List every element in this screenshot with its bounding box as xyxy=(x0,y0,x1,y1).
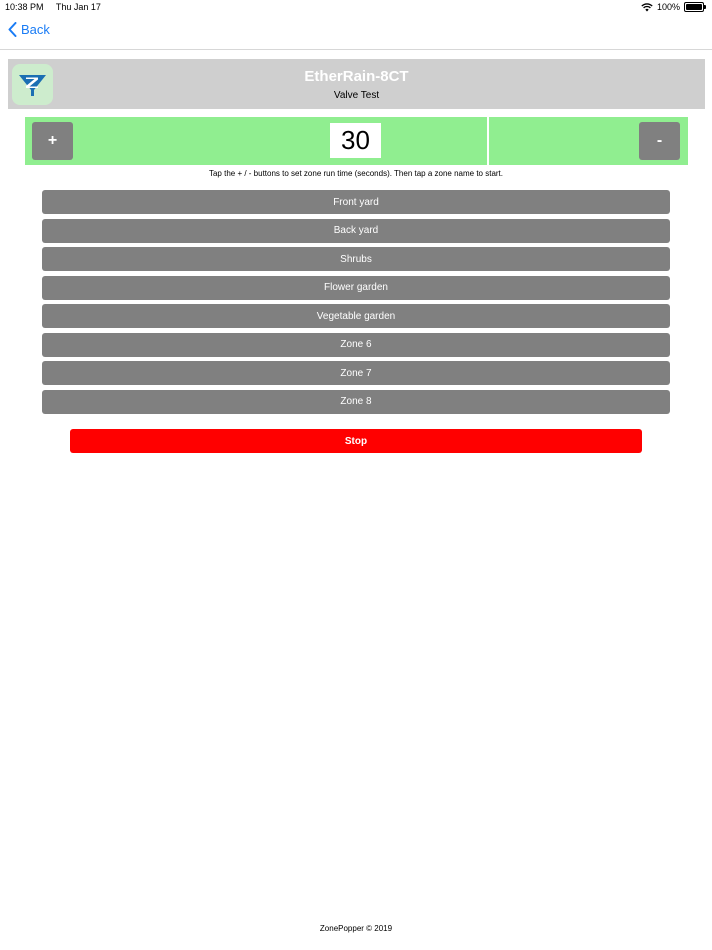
timer-divider xyxy=(487,117,489,165)
zone-button-5[interactable]: Vegetable garden xyxy=(42,304,670,328)
zone-button-3[interactable]: Shrubs xyxy=(42,247,670,271)
footer-copyright: ZonePopper © 2019 xyxy=(319,924,393,933)
back-label: Back xyxy=(21,22,50,37)
navigation-bar xyxy=(0,16,712,50)
page-subtitle: Valve Test xyxy=(333,90,380,101)
stop-button[interactable]: Stop xyxy=(70,429,642,453)
status-date: Thu Jan 17 xyxy=(55,2,101,12)
increase-time-button[interactable]: + xyxy=(32,122,73,160)
zone-list xyxy=(42,190,670,418)
zone-button-1[interactable]: Front yard xyxy=(42,190,670,214)
zone-button-7[interactable]: Zone 7 xyxy=(42,361,670,385)
back-button[interactable] xyxy=(8,22,50,37)
zone-button-2[interactable]: Back yard xyxy=(42,219,670,243)
battery-percent: 100% xyxy=(656,2,680,12)
wifi-icon xyxy=(641,3,653,12)
run-time-control xyxy=(25,117,688,165)
status-bar xyxy=(0,0,712,16)
run-time-value: 30 xyxy=(330,123,381,158)
device-title: EtherRain-8CT xyxy=(304,68,409,85)
zone-button-4[interactable]: Flower garden xyxy=(42,276,670,300)
instructions-text: Tap the + / - buttons to set zone run time (seconds). Then tap a zone name to start. xyxy=(208,169,503,178)
device-header xyxy=(8,59,705,109)
status-time: 10:38 PM xyxy=(5,2,44,12)
chevron-left-icon xyxy=(8,22,17,37)
decrease-time-button[interactable]: - xyxy=(639,122,680,160)
zone-button-8[interactable]: Zone 8 xyxy=(42,390,670,414)
battery-icon xyxy=(684,2,704,12)
zone-button-6[interactable]: Zone 6 xyxy=(42,333,670,357)
